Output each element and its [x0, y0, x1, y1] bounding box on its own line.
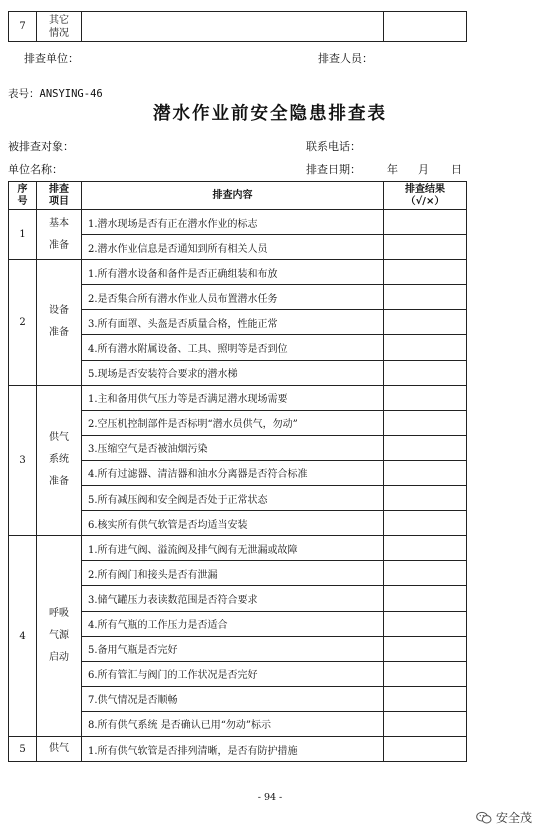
category-line: 供气 [49, 432, 69, 444]
check-item: 1.潜水现场是否有正在潜水作业的标志 [82, 210, 384, 235]
wechat-icon [476, 811, 492, 825]
category-line: 气源 [49, 630, 69, 642]
check-item: 2.空压机控制部件是否标明“潜水员供气，勿动” [82, 410, 384, 435]
check-item: 3.储气罐压力表读数范围是否符合要求 [82, 586, 384, 611]
category-line: 情况 [49, 27, 69, 39]
form-number: 表号：ANSYING-46 [8, 88, 103, 100]
header-no-line: 序 [17, 183, 28, 195]
unit-name-label: 单位名称： [8, 163, 63, 176]
check-item: 3.压缩空气是否被油烟污染 [82, 435, 384, 460]
result-cell[interactable] [384, 260, 467, 285]
category-line: 启动 [49, 652, 69, 664]
check-item: 8.所有供气系统 是否确认已用“勿动”标示 [82, 711, 384, 736]
page-title: 潜水作业前安全隐患排查表 [153, 104, 387, 124]
result-cell[interactable] [384, 561, 467, 586]
header-result [384, 182, 467, 210]
group-number: 3 [9, 385, 37, 536]
check-item: 7.供气情况是否顺畅 [82, 686, 384, 711]
category-line: 呼吸 [49, 608, 69, 620]
group-category [37, 536, 82, 737]
watermark [476, 809, 532, 826]
result-cell[interactable] [384, 435, 467, 460]
result-cell[interactable] [384, 636, 467, 661]
header-no [9, 182, 37, 210]
category-line: 其它 [49, 14, 69, 26]
check-item: 4.所有气瓶的工作压力是否适合 [82, 611, 384, 636]
check-item: 4.所有潜水附属设备、工具、照明等是否到位 [82, 335, 384, 360]
group-number: 4 [9, 536, 37, 737]
check-item: 1.所有潜水设备和备件是否正确组装和布放 [82, 260, 384, 285]
check-item: 6.核实所有供气软管是否均适当安装 [82, 511, 384, 536]
result-cell[interactable] [384, 460, 467, 485]
result-cell[interactable] [384, 586, 467, 611]
group-number: 2 [9, 260, 37, 385]
check-item: 2.潜水作业信息是否通知到所有相关人员 [82, 235, 384, 260]
table-row [9, 385, 467, 410]
check-item: 5.所有减压阀和安全阀是否处于正常状态 [82, 486, 384, 511]
category-line: 供气 [49, 743, 69, 755]
row-category [37, 12, 82, 42]
inspection-table [8, 181, 467, 762]
result-cell[interactable] [384, 285, 467, 310]
category-line: 准备 [49, 239, 69, 251]
header-item-line: 排查 [49, 183, 69, 195]
result-cell[interactable] [384, 511, 467, 536]
result-cell[interactable] [384, 611, 467, 636]
date-year: 年 [387, 163, 398, 176]
check-item: 2.是否集合所有潜水作业人员布置潜水任务 [82, 285, 384, 310]
header-item [37, 182, 82, 210]
result-cell[interactable] [384, 536, 467, 561]
table-row [9, 210, 467, 235]
category-line: 系统 [49, 454, 69, 466]
date-day: 日 [451, 163, 462, 176]
previous-table-fragment [8, 11, 467, 42]
result-cell[interactable] [384, 210, 467, 235]
header-content: 排查内容 [82, 182, 384, 210]
result-cell[interactable] [384, 736, 467, 761]
category-line: 准备 [49, 476, 69, 488]
check-item: 1.主和备用供气压力等是否满足潜水现场需要 [82, 385, 384, 410]
result-cell[interactable] [384, 410, 467, 435]
group-number: 1 [9, 210, 37, 260]
result-cell[interactable] [384, 661, 467, 686]
group-category [37, 385, 82, 536]
check-item: 5.备用气瓶是否完好 [82, 636, 384, 661]
group-category [37, 736, 82, 761]
result-cell[interactable] [384, 235, 467, 260]
result-cell[interactable] [384, 385, 467, 410]
result-cell[interactable] [384, 335, 467, 360]
check-item: 1.所有供气软管是否排列清晰，是否有防护措施 [82, 736, 384, 761]
table-body [9, 210, 467, 762]
date-month: 月 [418, 163, 429, 176]
header-no-line: 号 [17, 195, 28, 207]
phone-label: 联系电话： [306, 140, 361, 153]
table-row [9, 536, 467, 561]
category-line: 设备 [49, 305, 69, 317]
check-item: 1.所有进气阀、溢流阀及排气阀有无泄漏或故障 [82, 536, 384, 561]
page-number: - 94 - [257, 792, 283, 803]
inspector-label: 排查人员： [318, 52, 373, 65]
result-cell[interactable] [384, 686, 467, 711]
watermark-text: 安全茂 [495, 811, 532, 825]
group-number: 5 [9, 736, 37, 761]
category-line: 基本 [49, 217, 69, 229]
row-result [384, 12, 467, 42]
check-item: 4.所有过滤器、清洁器和油水分离器是否符合标准 [82, 460, 384, 485]
target-label: 被排查对象： [8, 140, 74, 153]
check-item: 3.所有面罩、头盔是否质量合格，性能正常 [82, 310, 384, 335]
date-label: 排查日期： [306, 163, 361, 176]
check-item: 6.所有管汇与阀门的工作状况是否完好 [82, 661, 384, 686]
check-item: 5.现场是否安装符合要求的潜水梯 [82, 360, 384, 385]
result-cell[interactable] [384, 486, 467, 511]
header-item-line: 项目 [49, 195, 69, 207]
check-item: 2.所有阀门和接头是否有泄漏 [82, 561, 384, 586]
result-cell[interactable] [384, 360, 467, 385]
group-category [37, 210, 82, 260]
table-row [9, 260, 467, 285]
inspection-unit-label: 排查单位： [24, 52, 79, 65]
header-result-line: 排查结果 [405, 183, 445, 195]
row-number: 7 [9, 12, 37, 42]
group-category [37, 260, 82, 385]
header-result-line: （√/×） [405, 195, 445, 207]
table-row [9, 736, 467, 761]
category-line: 准备 [49, 327, 69, 339]
result-cell[interactable] [384, 310, 467, 335]
row-content [82, 12, 384, 42]
result-cell[interactable] [384, 711, 467, 736]
